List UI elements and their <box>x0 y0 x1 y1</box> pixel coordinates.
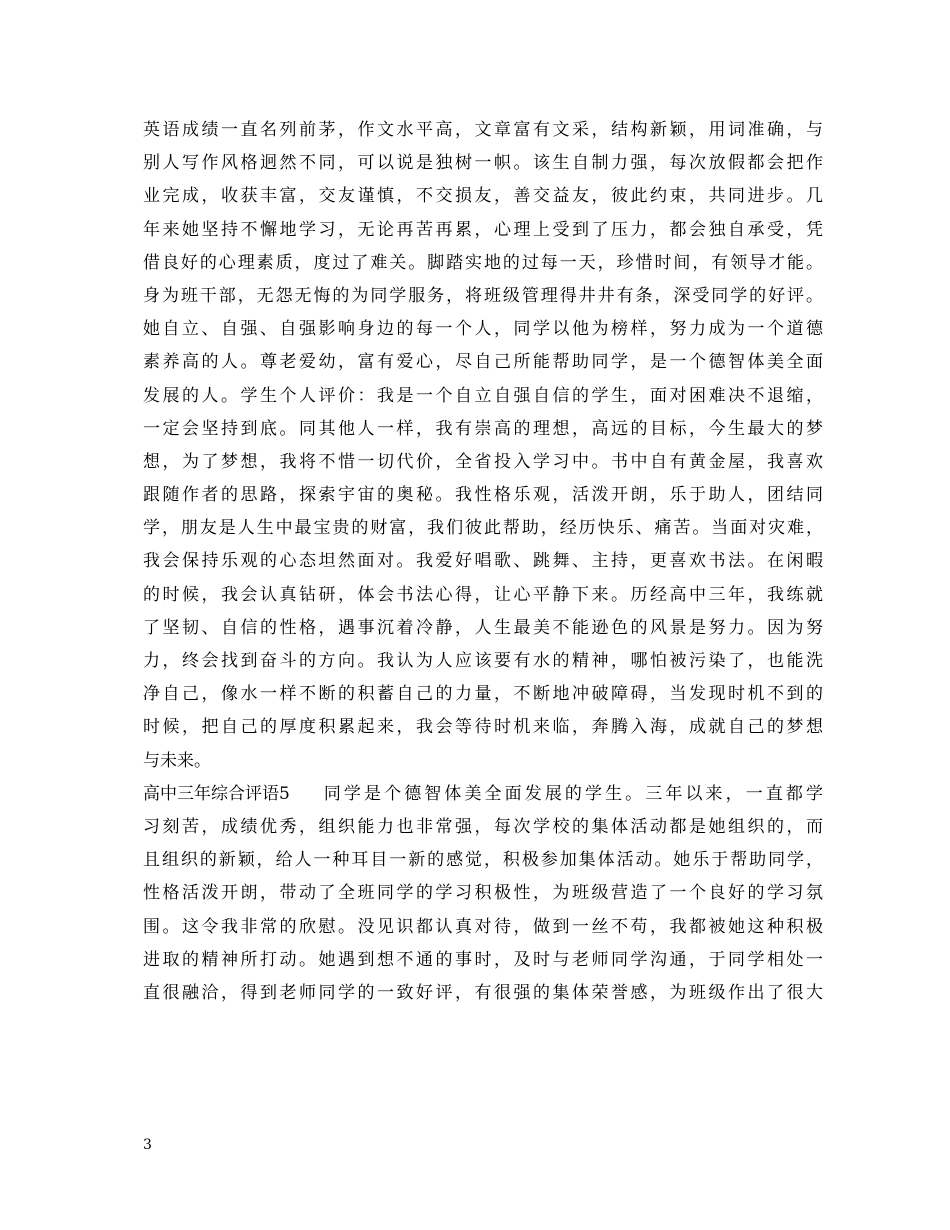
text-line: 一定会坚持到底。同其他人一样，我有崇高的理想，高远的目标，今生最大的梦 <box>143 418 823 439</box>
text-line: 与未来。 <box>143 750 211 771</box>
text-line: 别人写作风格迥然不同，可以说是独树一帜。该生自制力强，每次放假都会把作 <box>143 153 823 174</box>
text-line: 素养高的人。尊老爱幼，富有爱心，尽自己所能帮助同学，是一个德智体美全面 <box>143 352 823 373</box>
section-title: 高中三年综合评语5 <box>143 783 290 804</box>
text-line: 习刻苦，成绩优秀，组织能力也非常强，每次学校的集体活动都是她组织的，而 <box>143 816 823 837</box>
text-line: 时候，把自己的厚度积累起来，我会等待时机来临，奔腾入海，成就自己的梦想 <box>143 717 823 738</box>
text-line: 的时候，我会认真钻研，体会书法心得，让心平静下来。历经高中三年，我练就 <box>143 584 823 605</box>
text-line: 英语成绩一直名列前茅，作文水平高，文章富有文采，结构新颖，用词准确，与 <box>143 120 823 140</box>
text-line: 性格活泼开朗，带动了全班同学的学习积极性，为班级营造了一个良好的学习氛 <box>143 883 823 904</box>
text-line: 想，为了梦想，我将不惜一切代价，全省投入学习中。书中自有黄金屋，我喜欢 <box>143 451 823 472</box>
text-line: 发展的人。学生个人评价：我是一个自立自强自信的学生，面对困难决不退缩， <box>143 385 823 406</box>
text-line: 跟随作者的思路，探索宇宙的奥秘。我性格乐观，活泼开朗，乐于助人，团结同 <box>143 485 823 506</box>
text-line: 业完成，收获丰富，交友谨慎，不交损友，善交益友，彼此约束，共同进步。几 <box>143 186 823 207</box>
page-number: 3 <box>143 1137 152 1153</box>
body-text <box>143 114 823 1010</box>
text-line: 力，终会找到奋斗的方向。我认为人应该要有水的精神，哪怕被污染了，也能洗 <box>143 651 823 671</box>
text-line: 了坚韧、自信的性格，遇事沉着冷静，人生最美不能逊色的风景是努力。因为努 <box>143 617 823 638</box>
text-line: 直很融洽，得到老师同学的一致好评，有很强的集体荣誉感，为班级作出了很大 <box>143 982 823 1003</box>
section-heading-line <box>143 778 823 811</box>
section-first-line: 同学是个德智体美全面发展的学生。三年以来，一直都学 <box>323 783 823 804</box>
text-line: 我会保持乐观的心态坦然面对。我爱好唱歌、跳舞、主持，更喜欢书法。在闲暇 <box>143 551 823 572</box>
text-line: 且组织的新颖，给人一种耳目一新的感觉，积极参加集体活动。她乐于帮助同学， <box>143 850 823 871</box>
text-line: 进取的精神所打动。她遇到想不通的事时，及时与老师同学沟通，于同学相处一 <box>143 949 823 970</box>
text-line: 她自立、自强、自强影响身边的每一个人，同学以他为榜样，努力成为一个道德 <box>143 319 823 340</box>
text-line: 借良好的心理素质，度过了难关。脚踏实地的过每一天，珍惜时间，有领导才能。 <box>143 252 823 273</box>
text-line: 净自己，像水一样不断的积蓄自己的力量，不断地冲破障碍，当发现时机不到的 <box>143 684 823 705</box>
text-line: 身为班干部，无怨无悔的为同学服务，将班级管理得井井有条，深受同学的好评。 <box>143 285 823 306</box>
text-line: 围。这令我非常的欣慰。没见识都认真对待，做到一丝不苟，我都被她这种积极 <box>143 916 823 937</box>
text-line: 学，朋友是人生中最宝贵的财富，我们彼此帮助，经历快乐、痛苦。当面对灾难， <box>143 518 823 539</box>
text-line: 年来她坚持不懈地学习，无论再苦再累，心理上受到了压力，都会独自承受，凭 <box>143 219 823 240</box>
